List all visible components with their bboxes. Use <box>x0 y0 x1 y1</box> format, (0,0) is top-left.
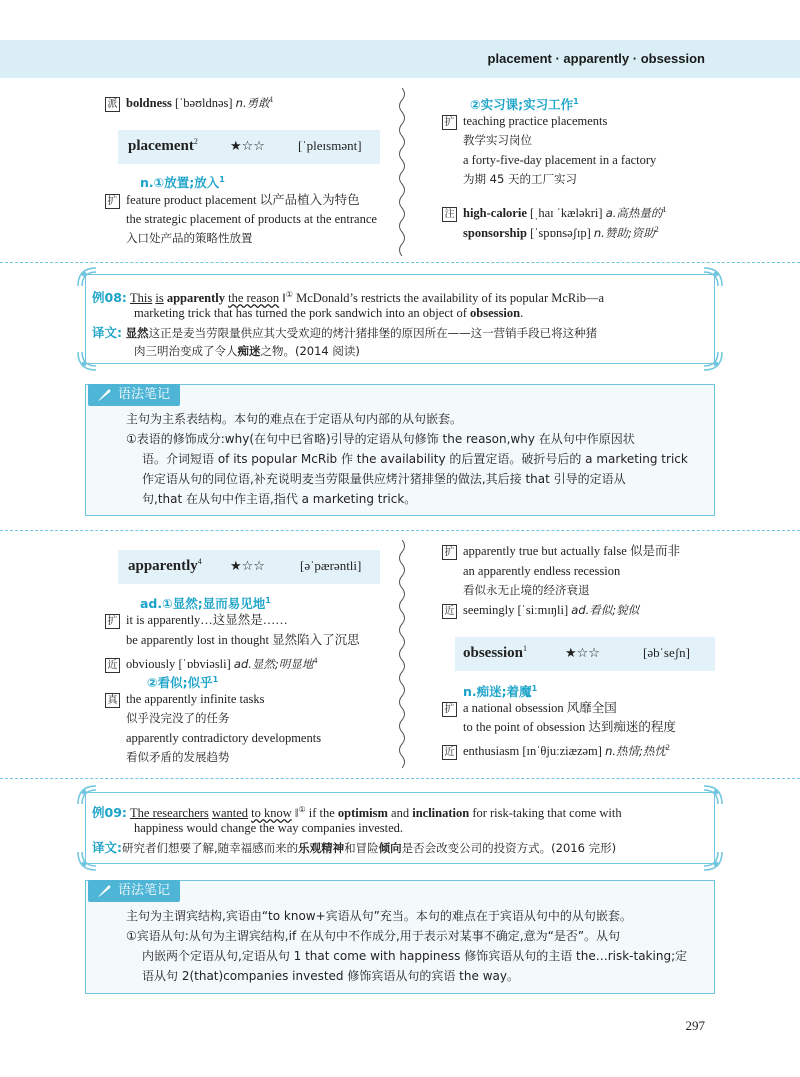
synonym-word: seemingly <box>463 603 515 617</box>
ornament-corner-icon <box>702 784 724 806</box>
synonym-def: ad.看似;貌似 <box>571 603 640 617</box>
tag-note: 注 <box>442 207 457 222</box>
real-line: 似乎没完没了的任务 <box>126 711 230 725</box>
sentence-rest: and <box>391 806 410 821</box>
column-divider <box>396 88 408 256</box>
derived-def: n.勇敢 <box>235 96 270 111</box>
page-number: 297 <box>685 1018 705 1033</box>
translation-label: 译文: <box>92 325 122 340</box>
tag-extend: 扩 <box>105 614 120 629</box>
synonym-def: ad.显然;明显地 <box>233 657 314 672</box>
tag-extend: 扩 <box>442 545 457 560</box>
column-divider <box>396 540 408 776</box>
grammar-tag-label: 语法笔记 <box>118 387 171 402</box>
headword-ipa: [əbˈseʃn] <box>643 645 690 660</box>
sentence-rest: for risk-taking that come with <box>472 806 622 821</box>
derived-sup: 1 <box>269 95 274 104</box>
quill-icon <box>96 387 112 403</box>
sense-text: ②看似;似乎 <box>147 675 213 691</box>
difficulty-stars: ★☆☆ <box>565 646 600 661</box>
headword-word <box>128 557 202 575</box>
example-label: 例09: <box>92 805 127 821</box>
tag-synonym: 近 <box>442 745 457 760</box>
sentence-subject: The researchers <box>130 806 209 821</box>
translation-text: 和冒险 <box>344 841 379 855</box>
ext-line: 为期 45 天的工厂实习 <box>463 172 577 186</box>
sense-sup: 1 <box>573 97 579 106</box>
grammar-line: 主句为主谓宾结构,宾语由“to know+宾语从句”充当。本句的难点在于宾语从句中的从句嵌套。 <box>126 909 632 923</box>
derived-entry <box>105 90 274 113</box>
ext-line: it is apparently…这显然是…… <box>126 613 288 627</box>
grammar-line: 句,that 在从句中作主语,指代 a marketing trick。 <box>142 492 417 506</box>
translation-keyword: 乐观精神 <box>298 841 345 855</box>
grammar-line: 作定语从句的同位语,补充说明麦当劳限量供应烤汁猪排堡的做法,其后接 that 引导的定语从 <box>142 472 626 486</box>
note-line-2 <box>463 220 659 243</box>
ext-line: be apparently lost in thought 显然陷入了沉思 <box>126 633 360 647</box>
note-sup: 1 <box>662 205 667 214</box>
sense-sup: 1 <box>265 596 271 605</box>
sense-text: ad.①显然;显而易见地 <box>140 596 266 612</box>
translation-text: 是否会改变公司的投资方式。(2016 完形) <box>401 841 617 855</box>
clause-marker: ① <box>298 805 306 814</box>
translation-text: 研究者们想要了解,随幸福感而来的 <box>122 841 299 855</box>
headword-sup: 2 <box>193 137 198 146</box>
section-divider <box>0 778 800 779</box>
ext-line: a national obsession 风靡全国 <box>463 701 617 715</box>
synonym-word: enthusiasm <box>463 744 520 759</box>
sense-1 <box>463 679 537 701</box>
translation-keyword: 显然 <box>125 326 149 340</box>
ornament-corner-icon <box>76 350 98 372</box>
headword-word <box>128 137 198 155</box>
note-sup: 2 <box>654 225 659 234</box>
sense-sup: 1 <box>219 175 225 184</box>
ext-block <box>442 699 617 718</box>
near-block <box>442 601 639 620</box>
headword-word <box>463 644 527 662</box>
example-08-trans2 <box>134 342 360 361</box>
real-line: the apparently infinite tasks <box>126 692 265 706</box>
headword-text: placement <box>128 138 194 154</box>
example-08-line2 <box>134 304 523 323</box>
note-def: a.高热量的 <box>605 206 663 221</box>
ornament-corner-icon <box>702 350 724 372</box>
quill-icon <box>96 883 112 899</box>
grammar-tag-label: 语法笔记 <box>118 883 171 898</box>
tag-real-exam: 真 <box>105 693 120 708</box>
tag-synonym: 近 <box>442 604 457 619</box>
note-def: n.赞助;资助 <box>593 226 655 241</box>
tag-extend: 扩 <box>105 194 120 209</box>
synonym-sup: 2 <box>665 743 670 752</box>
note-ipa: [ˌhaɪ ˈkæləkri] <box>530 206 603 221</box>
note-word: high-calorie <box>463 206 527 221</box>
translation-keyword: 倾向 <box>378 841 402 855</box>
sense-2 <box>470 92 579 114</box>
synonym-ipa: [ˈsiːmɪŋli] <box>517 603 569 617</box>
ext-block <box>442 112 607 131</box>
near-block <box>442 738 670 761</box>
ext-line: to the point of obsession 达到痴迷的程度 <box>463 720 676 734</box>
sentence-keyword: inclination <box>412 806 470 821</box>
grammar-tag <box>88 880 180 902</box>
ext-line: feature product placement 以产品植入为特色 <box>126 193 360 207</box>
sense-text: n.痴迷;着魔 <box>463 684 532 700</box>
ext-block <box>105 611 288 630</box>
section-divider <box>0 262 800 263</box>
translation-keyword: 痴迷 <box>237 344 261 358</box>
grammar-line: 语从句 2(that)companies invested 修饰宾语从句的宾语 the way。 <box>142 969 519 983</box>
sense-sup: 1 <box>212 675 219 684</box>
sense-text: n.①放置;放入 <box>140 175 220 191</box>
sentence-subject: This <box>130 291 153 306</box>
tag-synonym: 近 <box>105 658 120 673</box>
real-line: apparently contradictory developments <box>126 731 322 745</box>
difficulty-stars: ★☆☆ <box>230 139 265 154</box>
example-09-line2: happiness would change the way companies invested. <box>134 821 404 835</box>
sentence-verb: wanted <box>211 806 249 821</box>
difficulty-stars: ★☆☆ <box>230 559 265 574</box>
translation-text: 之物。(2014 阅读) <box>260 344 360 358</box>
headword-sup: 1 <box>523 644 528 653</box>
sense-1 <box>140 591 271 613</box>
synonym-ipa: [ˈɒbviəsli] <box>178 657 231 672</box>
sentence-object: to know <box>251 806 292 821</box>
sentence-rest: McDonald’s restricts the availability of its popular McRib—a <box>296 291 605 306</box>
ext-line: an apparently endless recession <box>463 564 621 578</box>
section-divider <box>0 530 800 531</box>
example-09-trans <box>92 838 616 858</box>
sentence-predicative: the reason <box>228 291 280 306</box>
headword-text: obsession <box>463 645 524 661</box>
headword-apparently <box>118 550 380 584</box>
translation-text: 这正是麦当劳限量供应其大受欢迎的烤汁猪排堡的原因所在——这一营销手段已将这种猪 <box>148 326 598 340</box>
ext-block <box>442 542 680 561</box>
headword-ipa: [ˈpleɪsmənt] <box>298 138 362 153</box>
ext-line: the strategic placement of products at the entrance <box>126 212 377 226</box>
sentence-punct: . <box>520 306 524 320</box>
derived-word: boldness <box>126 96 172 111</box>
grammar-line: ①宾语从句:从句为主谓宾结构,if 在从句中不作成分,用于表示对某事不确定,意为“是否”。从句 <box>126 929 621 943</box>
note-ipa: [ˈspɒnsəʃɪp] <box>530 226 591 241</box>
headword-ipa: [əˈpærəntli] <box>300 558 362 573</box>
derived-ipa: [ˈbəʊldnəs] <box>174 96 233 111</box>
headword-obsession <box>455 637 715 671</box>
example-label: 例08: <box>92 290 127 306</box>
ornament-corner-icon <box>702 850 724 872</box>
tag-extend: 扩 <box>442 115 457 130</box>
clause-separator: ‖ <box>294 806 299 821</box>
sentence-verb: is <box>155 291 164 306</box>
ext-line: 看似永无止境的经济衰退 <box>463 583 590 597</box>
translation-label: 译文: <box>92 840 122 855</box>
running-header: placement · apparently · obsession <box>487 51 705 66</box>
grammar-tag <box>88 384 180 406</box>
ext-line: a forty-five-day placement in a factory <box>463 153 657 167</box>
headword-placement <box>118 130 380 164</box>
synonym-word: obviously <box>126 657 176 672</box>
grammar-line: 语。介词短语 of its popular McRib 作 the availability 的后置定语。破折号后的 a marketing trick <box>142 452 688 466</box>
synonym-sup: 4 <box>313 656 318 665</box>
headword-text: apparently <box>128 558 198 574</box>
ext-line: teaching practice placements <box>463 114 608 128</box>
tag-derived: 派 <box>105 97 120 112</box>
synonym-def: n.热情;热忱 <box>605 744 666 759</box>
ext-line: 入口处产品的策略性放置 <box>126 231 253 245</box>
translation-text: 肉三明治变成了令人 <box>134 344 238 358</box>
real-block <box>105 690 265 709</box>
ext-line: 教学实习岗位 <box>463 133 532 147</box>
sense-1 <box>140 170 225 192</box>
sentence-keyword: optimism <box>337 806 388 821</box>
example-08-trans1 <box>92 323 597 343</box>
clause-marker: ① <box>285 290 293 299</box>
sense-text: ②实习课;实习工作 <box>470 97 574 113</box>
sentence-keyword: apparently <box>166 291 225 306</box>
synonym-ipa: [ɪnˈθjuːziæzəm] <box>522 744 602 759</box>
ext-line: apparently true but actually false 似是而非 <box>463 544 680 558</box>
grammar-line: 内嵌两个定语从句,定语从句 1 that come with happiness 修饰宾语从句的主语 the…risk-taking;定 <box>142 949 688 963</box>
real-line: 看似矛盾的发展趋势 <box>126 750 230 764</box>
sentence-keyword: obsession <box>470 306 521 320</box>
sentence-rest: marketing trick that has turned the pork sandwich into an object of <box>134 306 467 320</box>
note-word: sponsorship <box>463 226 527 241</box>
sentence-rest: if the <box>308 806 335 821</box>
headword-sup: 4 <box>197 557 202 566</box>
ornament-corner-icon <box>702 266 724 288</box>
grammar-line: ①表语的修饰成分:why(在句中已省略)引导的定语从句修饰 the reason,why 在从句中作原因状 <box>126 432 635 446</box>
ext-block <box>105 191 360 210</box>
sense-2 <box>147 670 218 692</box>
grammar-line: 主句为主系表结构。本句的难点在于定语从句内部的从句嵌套。 <box>126 412 463 426</box>
tag-extend: 扩 <box>442 702 457 717</box>
clause-separator: ‖ <box>282 291 286 306</box>
sense-sup: 1 <box>531 684 538 693</box>
